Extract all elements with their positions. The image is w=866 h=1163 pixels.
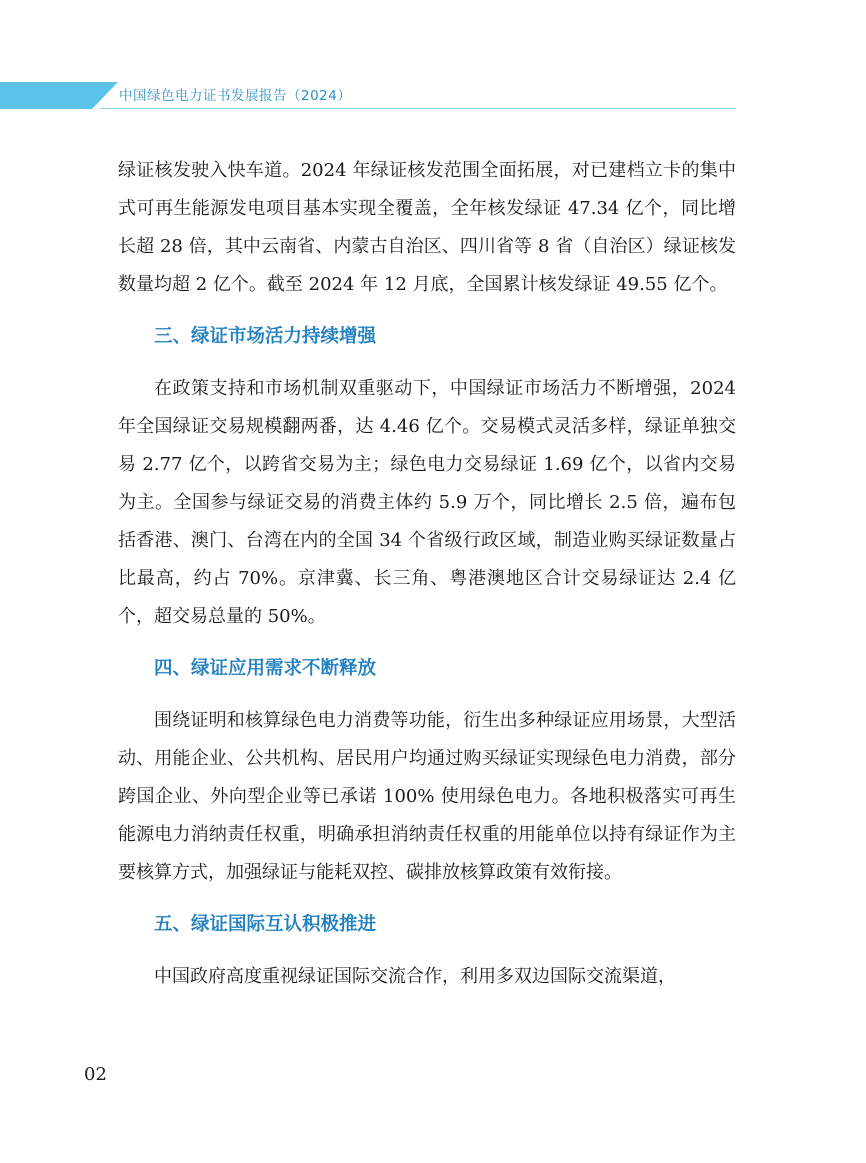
section-5-paragraph: 中国政府高度重视绿证国际交流合作，利用多双边国际交流渠道， xyxy=(154,966,676,987)
intro-paragraph: 绿证核发驶入快车道。2024 年绿证核发范围全面拓展，对已建档立卡的集中式可再生能源发电项目基本实现全覆盖，全年核发绿证 47.34 亿个，同比增长超 28 倍，其中云南省、内蒙古自治区、四川省等 8 省（自治区）绿证核发数量均超 2 亿个。截至 2024 年 12 月底，全国累计核发绿证 49.55 亿个。 xyxy=(118,160,736,295)
section-3-paragraph: 在政策支持和市场机制双重驱动下，中国绿证市场活力不断增强，2024 年全国绿证交易规模翻两番，达 4.46 亿个。交易模式灵活多样，绿证单独交易 2.77 亿个，以跨省交易为主；绿色电力交易绿证 1.69 亿个，以省内交易为主。全国参与绿证交易的消费主体约 5.9 万个，同比增长 2.5 倍，遍布包括香港、澳门、台湾在内的全国 34 个省级行政区域，制造业购买绿证数量占比最高，约占 70%。京津冀、长三角、粤港澳地区合计交易绿证达 2.4 亿个，超交易总量的 50%。 xyxy=(118,378,736,627)
section-4-paragraph: 围绕证明和核算绿色电力消费等功能，衍生出多种绿证应用场景，大型活动、用能企业、公共机构、居民用户均通过购买绿证实现绿色电力消费，部分跨国企业、外向型企业等已承诺 100% 使用绿色电力。各地积极落实可再生能源电力消纳责任权重，明确承担消纳责任权重的用能单位以持有绿证作为主要核算方式，加强绿证与能耗双控、碳排放核算政策有效衔接。 xyxy=(118,710,736,883)
section-heading-3: 三、绿证市场活力持续增强 xyxy=(154,326,377,347)
section-heading-5: 五、绿证国际互认积极推进 xyxy=(154,914,377,935)
running-header-title: 中国绿色电力证书发展报告（2024） xyxy=(119,88,352,104)
header-accent-band xyxy=(0,82,118,109)
section-heading-4: 四、绿证应用需求不断释放 xyxy=(154,658,377,679)
document-body xyxy=(118,152,736,996)
header-divider xyxy=(100,108,736,109)
page-number: 02 xyxy=(84,1064,107,1085)
